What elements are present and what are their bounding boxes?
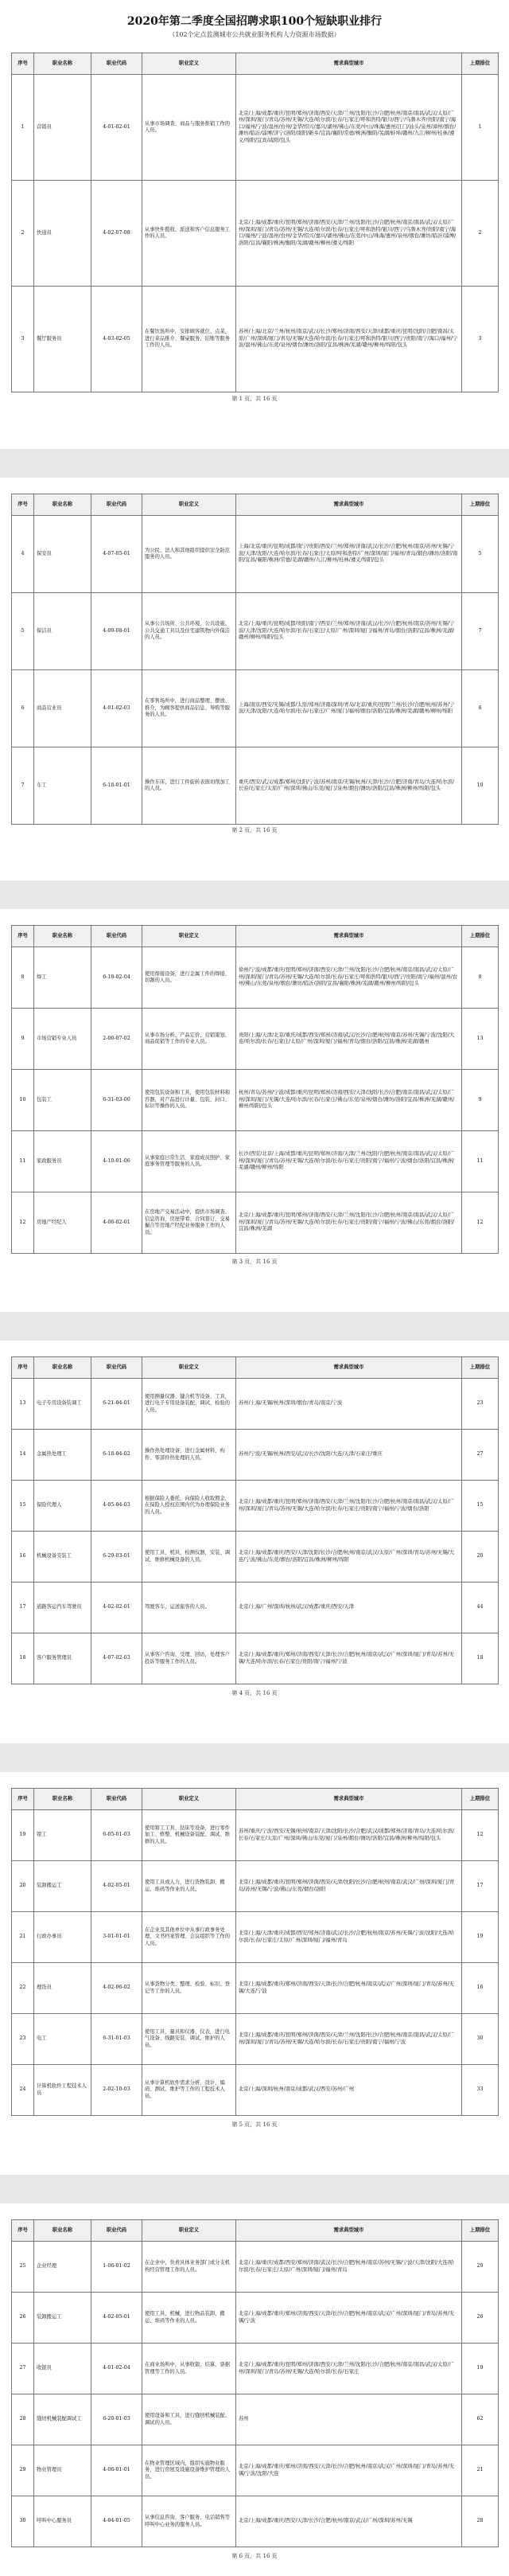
- cell-no: 7: [12, 747, 34, 825]
- column-header: 上期排位: [462, 494, 499, 516]
- column-header: 上期排位: [462, 53, 499, 75]
- table-row: [12, 593, 499, 670]
- table-row: [12, 2242, 499, 2293]
- cell-prev: 62: [462, 2395, 499, 2445]
- page-separator: [0, 1312, 509, 1341]
- column-header: 职业定义: [142, 1357, 236, 1379]
- cell-no: 24: [12, 2065, 34, 2116]
- cell-name: 焊工: [34, 947, 91, 1009]
- column-header: 需求典型城市: [236, 53, 462, 75]
- cell-name: 保安员: [34, 516, 91, 593]
- cell-def: 为公民、法人和其他组织提供安全防范服务的人员。: [142, 516, 236, 593]
- cell-name: 机械设备安装工: [34, 1532, 91, 1583]
- cell-cities: 北京/上海/天津/重庆/成都/西安/郑州/济南/武汉/长沙/合肥/杭州/南京/苏州/无锡/宁波/沈阳/大连/哈尔滨/长春/石家庄/太原/广州/深圳/厦门/福州/青岛: [236, 1912, 462, 1963]
- cell-code: 6-31-01-03: [91, 2014, 142, 2065]
- cell-cities: 北京/上海/成都/重庆/昆明/郑州/济南/西安/天津/沈阳/长沙/合肥/杭州/南京/武汉/广州/深圳/厦门/青岛/苏州/无锡/宁波/佛山/东莞/烟台/洛阳: [236, 1861, 462, 1912]
- table-header-row: [12, 494, 499, 516]
- table-row: [12, 670, 499, 747]
- cell-no: 28: [12, 2395, 34, 2445]
- cell-def: 驾驶客车，运送旅客的人员。: [142, 1583, 236, 1633]
- table-row: [12, 2445, 499, 2496]
- table-row: [12, 516, 499, 593]
- cell-prev: 28: [462, 2496, 499, 2547]
- cell-code: 4-07-05-01: [91, 516, 142, 593]
- cell-code: 6-18-01-01: [91, 747, 142, 825]
- cell-cities: 苏州/上海/北京/兰州/杭州/南京/武汉/长沙/郑州/济南/西安/天津/成都/重庆/昆明/沈阳/合肥/南昌/太原/广州/深圳/厦门/青岛/无锡/大连/哈尔滨/长春/石家庄/呼和浩特/银川/西宁/贵阳/南宁/海口/福州/宁波/温州/佛山/东莞/泉州/烟台/潍坊/洛阳/宜昌/株洲/芜湖/赣州/柳州/绵阳/包头: [236, 287, 462, 392]
- table-header-row: [12, 53, 499, 75]
- page-footer: 第 5 页，共 16 页: [231, 2121, 278, 2128]
- cell-cities: 北京/上海/成都/重庆/昆明/郑州/济南/西安/天津/兰州/沈阳/长沙/合肥/杭州/南京/南昌/武汉/太原/广州/深圳/厦门/青岛/苏州/无锡/大连/哈尔滨/长春/石家庄: [236, 2344, 462, 2395]
- column-header: 上期排位: [462, 2220, 499, 2242]
- cell-cities: 长沙/西安/北京/上海/成都/重庆/昆明/郑州/济南/天津/兰州/沈阳/合肥/杭州/南京/南昌/武汉/太原/广州/深圳/厦门/青岛/苏州/无锡/大连/哈尔滨/长春/石家庄/贵阳/南宁/福州/宁波/烟台/洛阳/宜昌/株洲/芜湖/赣州/柳州/绵阳: [236, 1131, 462, 1192]
- table-row: [12, 2395, 499, 2445]
- cell-code: 4-02-07-08: [91, 181, 142, 287]
- page-separator: [0, 1743, 509, 1772]
- cell-cities: 北京/上海/成都/重庆/郑州/济南/西安/天津/长沙/合肥/杭州/南京/武汉/广州/深圳/厦门/青岛/苏州/无锡/宁波/沈阳/大连: [236, 2445, 462, 2496]
- cell-name: 保洁员: [34, 593, 91, 670]
- cell-code: 4-02-02-01: [91, 1583, 142, 1633]
- document-page: [0, 911, 509, 1282]
- cell-code: 6-31-03-00: [91, 1070, 142, 1131]
- table-row: [12, 2496, 499, 2547]
- column-header: 职业代码: [91, 926, 142, 947]
- page-separator: [0, 880, 509, 909]
- cell-no: 26: [12, 2293, 34, 2344]
- cell-no: 30: [12, 2496, 34, 2547]
- cell-prev: 19: [462, 1912, 499, 1963]
- cell-code: 4-01-02-01: [91, 75, 142, 181]
- cell-name: 市场营销专业人员: [34, 1009, 91, 1070]
- table-row: [12, 1633, 499, 1684]
- cell-prev: 19: [462, 2344, 499, 2395]
- cell-def: 从事公共场所、公共环境、公共设施、公共交通工具以及住宅建筑物内外保洁的人员。: [142, 593, 236, 670]
- column-header: 职业代码: [91, 494, 142, 516]
- table-header-row: [12, 1357, 499, 1379]
- cell-prev: 9: [462, 1070, 499, 1131]
- cell-prev: 21: [462, 2445, 499, 2496]
- cell-prev: 23: [462, 1379, 499, 1430]
- page-footer: 第 1 页，共 16 页: [231, 396, 278, 402]
- cell-cities: 上海/北京/重庆/昆明/成都/南宁/贵阳/西安/兰州/郑州/济南/武汉/长沙/合肥/杭州/南京/苏州/无锡/宁波/天津/沈阳/大连/哈尔滨/长春/石家庄/太原/呼和浩特/广州/深圳/厦门/福州/青岛/烟台/潍坊/洛阳/南阳/宜昌/襄阳/株洲/常德/芜湖/赣州/九江/柳州/桂林/遵义/绵阳/包头: [236, 516, 462, 593]
- cell-code: 6-20-01-03: [91, 2395, 142, 2445]
- cell-cities: 北京/上海/广州/深圳/杭州/武汉/成都/重庆/西安/天津: [236, 1583, 462, 1633]
- column-header: 上期排位: [462, 1789, 499, 1810]
- column-header: 职业名称: [34, 1357, 91, 1379]
- document-page: [0, 2205, 509, 2576]
- cell-prev: 2: [462, 181, 499, 287]
- cell-cities: 苏州/宁波/无锡/杭州/西安/武汉/长沙/沈阳/大连/天津/石家庄/重庆: [236, 1430, 462, 1481]
- cell-cities: 北京/上海/成都/重庆/昆明/郑州/济南/西安/天津/兰州/沈阳/长沙/合肥/杭州/南京/南昌/武汉/太原/广州/深圳/厦门/青岛/苏州/无锡/大连/哈尔滨/长春/石家庄/贵阳/南宁/福州/宁波/烟台/洛阳: [236, 1481, 462, 1532]
- cell-no: 2: [12, 181, 34, 287]
- cell-no: 9: [12, 1009, 34, 1070]
- cell-cities: 北京/上海/重庆/昆明/成都/贵阳/南宁/西安/兰州/郑州/济南/武汉/长沙/合肥/杭州/南京/苏州/无锡/宁波/天津/沈阳/大连/哈尔滨/长春/石家庄/太原/广州/深圳/厦门/福州/青岛/烟台/洛阳/宜昌/株洲/芜湖/赣州/柳州/绵阳/包头: [236, 593, 462, 670]
- table-header-row: [12, 1789, 499, 1810]
- cell-code: 4-06-01-01: [91, 2445, 142, 2496]
- cell-name: 装卸搬运工: [34, 2293, 91, 2344]
- column-header: 上期排位: [462, 1357, 499, 1379]
- cell-name: 行政办事员: [34, 1912, 91, 1963]
- table-header-row: [12, 2220, 499, 2242]
- cell-name: 商品营业员: [34, 670, 91, 747]
- page-footer: 第 3 页，共 16 页: [231, 1259, 278, 1265]
- cell-cities: 北京/上海/成都/重庆/昆明/郑州/济南/西安/天津/兰州/沈阳/长沙/合肥/杭州/南京/南昌/武汉/太原/广州/深圳/厦门/青岛/苏州/无锡/大连/哈尔滨/长春/石家庄/贵阳/南宁/福州/宁波: [236, 2014, 462, 2065]
- cell-no: 8: [12, 947, 34, 1009]
- cell-no: 27: [12, 2344, 34, 2395]
- cell-prev: 16: [462, 1963, 499, 2014]
- cell-code: 4-06-02-01: [91, 1192, 142, 1254]
- table-row: [12, 1379, 499, 1430]
- cell-prev: 6: [462, 670, 499, 747]
- cell-no: 11: [12, 1131, 34, 1192]
- column-header: 职业名称: [34, 494, 91, 516]
- table-row: [12, 1192, 499, 1254]
- cell-def: 使用设备和工具，进行缝纫机械装配、调试的人员。: [142, 2395, 236, 2445]
- cell-name: 钳工: [34, 1810, 91, 1861]
- cell-no: 6: [12, 670, 34, 747]
- cell-code: 2-02-10-03: [91, 2065, 142, 2116]
- table-row: [12, 1963, 499, 2014]
- cell-cities: 徐州/宁波/成都/重庆/昆明/郑州/济南/西安/天津/兰州/沈阳/长沙/合肥/杭州/南京/南昌/武汉/太原/广州/深圳/厦门/青岛/苏州/无锡/大连/哈尔滨/长春/石家庄/呼和浩特/银川/西宁/贵阳/南宁/福州/温州/台州/佛山/东莞/泉州/烟台/潍坊/临沂/洛阳/宜昌/襄阳/株洲/芜湖/赣州/柳州/绵阳/包头: [236, 947, 462, 1009]
- shortage-table: [11, 2219, 499, 2547]
- document-page: [0, 48, 509, 419]
- cell-prev: 13: [462, 1009, 499, 1070]
- cell-cities: 北京/上海/深圳/杭州/南京/成都/武汉/西安/苏州/广州: [236, 2065, 462, 2116]
- cell-code: 6-29-03-01: [91, 1532, 142, 1583]
- table-row: [12, 1430, 499, 1481]
- column-header: 需求典型城市: [236, 2220, 462, 2242]
- cell-code: 6-21-04-01: [91, 1379, 142, 1430]
- column-header: 职业定义: [142, 494, 236, 516]
- cell-def: 操作车床，进行工件旋转表面切削加工的人员。: [142, 747, 236, 825]
- page-footer: 第 2 页，共 16 页: [231, 827, 278, 833]
- page-separator: [0, 2175, 509, 2203]
- column-header: 需求典型城市: [236, 1357, 462, 1379]
- cell-no: 21: [12, 1912, 34, 1963]
- cell-def: 在房地产交易活动中，提供市场调查、信息咨询、房屋带看、合同签订、交易撮合等房地产经纪业务服务工作的人员。: [142, 1192, 236, 1254]
- cell-prev: 12: [462, 1192, 499, 1254]
- cell-code: 4-07-02-03: [91, 1633, 142, 1684]
- column-header: 职业定义: [142, 53, 236, 75]
- table-header-row: [12, 926, 499, 947]
- table-row: [12, 1009, 499, 1070]
- column-header: 上期排位: [462, 926, 499, 947]
- cell-prev: 44: [462, 1583, 499, 1633]
- cell-cities: 北京/上海/成都/重庆/郑州/济南/西安/天津/长沙/合肥/杭州/南京/武汉/广州/深圳/厦门/青岛/苏州/无锡/大连/宁波: [236, 1963, 462, 2014]
- cell-no: 1: [12, 75, 34, 181]
- cell-code: 4-01-02-03: [91, 670, 142, 747]
- cell-def: 在餐饮场所中，安排顾客就位、点菜，进行菜品推介、餐桌服务、结账等服务工作的人员。: [142, 287, 236, 392]
- cell-prev: 27: [462, 1430, 499, 1481]
- column-header: 职业名称: [34, 53, 91, 75]
- cell-name: 快递员: [34, 181, 91, 287]
- document-title: 2020年第二季度全国招聘求职100个短缺职业排行: [126, 15, 383, 28]
- document-page: [0, 479, 509, 850]
- table-row: [12, 747, 499, 825]
- cell-def: 使用包装设备和工具，使用包装材料和容器，对产品进行计量、包装、封口、标识等操作的人员。: [142, 1070, 236, 1131]
- shortage-table: [11, 494, 499, 825]
- cell-no: 29: [12, 2445, 34, 2496]
- cell-def: 在零售场所中，进行商品整理、摆放、推介，为顾客提供商品信息、导购等服务的人员。: [142, 670, 236, 747]
- cell-prev: 11: [462, 1131, 499, 1192]
- cell-cities: 北京/上海/成都/重庆/西安/天津/沈阳/长沙/合肥/杭州/南京/武汉/太原/广州/深圳/青岛/苏州/无锡/大连/宁波/佛山/东莞/烟台/洛阳/宜昌/株洲/柳州/绵阳: [236, 1532, 462, 1583]
- cell-def: 使用工具或人力，进行货物装卸、搬运、堆码等作业的人员。: [142, 1861, 236, 1912]
- cell-def: 使用焊接设备，进行金属工件的焊接、切割的人员。: [142, 947, 236, 1009]
- cell-def: 在商业场所中，从事收银、结算、票据管理等工作的人员。: [142, 2344, 236, 2395]
- cell-prev: 1: [462, 75, 499, 181]
- column-header: 职业名称: [34, 926, 91, 947]
- column-header: 序号: [12, 53, 34, 75]
- document-page: [0, 1774, 509, 2145]
- cell-no: 13: [12, 1379, 34, 1430]
- column-header: 序号: [12, 1789, 34, 1810]
- cell-def: 从事市场调查、商品与服务推销工作的人员。: [142, 75, 236, 181]
- cell-code: 4-01-02-04: [91, 2344, 142, 2395]
- document-page: [0, 1342, 509, 1713]
- column-header: 职业名称: [34, 1789, 91, 1810]
- cell-def: 从事计算机软件需求分析、设计、编码、测试、维护等工作的工程技术人员。: [142, 2065, 236, 2116]
- cell-code: 6-18-02-04: [91, 947, 142, 1009]
- table-row: [12, 287, 499, 392]
- cell-no: 17: [12, 1583, 34, 1633]
- column-header: 需求典型城市: [236, 1789, 462, 1810]
- column-header: 职业代码: [91, 1357, 142, 1379]
- shortage-table: [11, 1356, 499, 1684]
- column-header: 序号: [12, 926, 34, 947]
- table-row: [12, 1583, 499, 1633]
- table-row: [12, 1481, 499, 1532]
- cell-prev: 20: [462, 1532, 499, 1583]
- cell-code: 4-02-05-01: [91, 1861, 142, 1912]
- cell-code: 4-09-08-01: [91, 593, 142, 670]
- table-row: [12, 2344, 499, 2395]
- cell-no: 10: [12, 1070, 34, 1131]
- cell-cities: 北京/上海/成都/重庆/郑州/济南/西安/天津/长沙/合肥/杭州/南京/武汉/广州/深圳/厦门/青岛/苏州/无锡/大连/哈尔滨/长春/石家庄/贵阳/南宁/福州/宁波: [236, 1633, 462, 1684]
- cell-def: 在企业及其他单位中从事行政事务处理、文书档案管理、会议组织等工作的人员。: [142, 1912, 236, 1963]
- column-header: 职业代码: [91, 1789, 142, 1810]
- cell-name: 房地产经纪人: [34, 1192, 91, 1254]
- column-header: 序号: [12, 494, 34, 516]
- column-header: 职业定义: [142, 1789, 236, 1810]
- table-row: [12, 2065, 499, 2116]
- cell-no: 20: [12, 1861, 34, 1912]
- cell-name: 道路客运汽车驾驶员: [34, 1583, 91, 1633]
- cell-def: 使用工具、机具、检测仪器，安装、调试、维修机械设备的人员。: [142, 1532, 236, 1583]
- table-row: [12, 1912, 499, 1963]
- cell-no: 23: [12, 2014, 34, 2065]
- cell-def: 从事市场分析、产品定价、营销策划、商品促销等工作的专业人员。: [142, 1009, 236, 1070]
- cell-no: 3: [12, 287, 34, 392]
- cell-def: 从事货物分类、整理、检验、标识、登记等工作的人员。: [142, 1963, 236, 2014]
- cell-name: 家政服务员: [34, 1131, 91, 1192]
- column-header: 职业定义: [142, 926, 236, 947]
- table-row: [12, 181, 499, 287]
- cell-code: 3-01-01-01: [91, 1912, 142, 1963]
- cell-no: 15: [12, 1481, 34, 1532]
- cell-def: 使用钳工工具、钻床等设备，进行零件加工、修整、机械设备装配、调试、维修的人员。: [142, 1810, 236, 1861]
- cell-no: 12: [12, 1192, 34, 1254]
- cell-code: 4-02-05-01: [91, 2293, 142, 2344]
- cell-name: 车工: [34, 747, 91, 825]
- cell-name: 呼叫中心服务员: [34, 2496, 91, 2547]
- cell-prev: 10: [462, 747, 499, 825]
- cell-prev: 15: [462, 1481, 499, 1532]
- cell-no: 16: [12, 1532, 34, 1583]
- cell-prev: 5: [462, 516, 499, 593]
- column-header: 职业代码: [91, 2220, 142, 2242]
- document-header: [0, 0, 509, 48]
- cell-no: 14: [12, 1430, 34, 1481]
- cell-name: 金属热处理工: [34, 1430, 91, 1481]
- page-separator: [0, 449, 509, 478]
- cell-code: 4-04-01-05: [91, 2496, 142, 2547]
- cell-name: 企业经理: [34, 2242, 91, 2293]
- cell-code: 6-05-01-03: [91, 1810, 142, 1861]
- cell-cities: 苏州/上海/无锡/杭州/深圳/烟台/青岛/南京/宁波: [236, 1379, 462, 1430]
- shortage-table: [11, 1788, 499, 2116]
- column-header: 序号: [12, 1357, 34, 1379]
- document-subtitle: （102个定点监测城市公共就业服务机构人力资源市场数据）: [169, 31, 340, 38]
- cell-prev: 18: [462, 1633, 499, 1684]
- cell-prev: 12: [462, 1810, 499, 1861]
- cell-def: 使用工具、机械，进行物品装卸、搬运、堆码等作业的人员。: [142, 2293, 236, 2344]
- cell-name: 电工: [34, 2014, 91, 2065]
- cell-cities: 杭州/青岛/苏州/宁波/成都/重庆/昆明/郑州/济南/西安/天津/沈阳/长沙/合肥/南京/南昌/武汉/太原/广州/深圳/厦门/无锡/大连/哈尔滨/长春/石家庄/佛山/东莞/泉州/烟台/潍坊/洛阳/宜昌/株洲/芜湖/赣州/柳州/绵阳/包头: [236, 1070, 462, 1131]
- cell-name: 收银员: [34, 2344, 91, 2395]
- cell-def: 使用测量仪器、键合机等设备、工具，进行电子专用设备装配、调试、检验的人员。: [142, 1379, 236, 1430]
- column-header: 需求典型城市: [236, 494, 462, 516]
- table-row: [12, 2293, 499, 2344]
- cell-name: 客户服务管理员: [34, 1633, 91, 1684]
- cell-name: 电子专用设备装调工: [34, 1379, 91, 1430]
- cell-cities: 苏州/重庆/宁波/西安/无锡/杭州/南京/天津/沈阳/长沙/合肥/武汉/成都/郑州/济南/青岛/大连/哈尔滨/长春/石家庄/太原/广州/深圳/佛山/东莞/厦门/泉州/烟台/潍坊/洛阳/宜昌/株洲/柳州/绵阳/包头: [236, 1810, 462, 1861]
- cell-def: 操作热处理设备，进行金属材料、构件、零部件热处理的人员。: [142, 1430, 236, 1481]
- cell-cities: 上海/南京/西安/无锡/成都/太原/郑州/济南/深圳/青岛/北京/重庆/昆明/兰州/长沙/合肥/杭州/苏州/宁波/天津/沈阳/大连/哈尔滨/长春/石家庄/广州/厦门/福州/烟台/洛阳/宜昌/株洲/芜湖/赣州/柳州/绵阳: [236, 670, 462, 747]
- cell-code: 2-06-07-02: [91, 1009, 142, 1070]
- cell-def: 从事家庭日常生活、家庭成员照护、家庭事务管理等服务的人员。: [142, 1131, 236, 1192]
- cell-def: 使用工具、量具和仪器、仪表，进行电气设备、线路安装、调试、维护的人员。: [142, 2014, 236, 2065]
- cell-code: 6-18-04-02: [91, 1430, 142, 1481]
- column-header: 职业代码: [91, 53, 142, 75]
- cell-cities: 北京/上海/成都/重庆/郑州/济南/西安/天津/长沙/合肥/杭州/南京/武汉/广州/深圳/厦门/青岛/苏州/无锡/宁波: [236, 2293, 462, 2344]
- table-row: [12, 75, 499, 181]
- cell-code: 4-03-02-05: [91, 287, 142, 392]
- cell-def: 从事快件揽收、派送和客户信息服务工作的人员。: [142, 181, 236, 287]
- column-header: 序号: [12, 2220, 34, 2242]
- cell-name: 计算机软件工程技术人员: [34, 2065, 91, 2116]
- cell-code: 4-05-04-03: [91, 1481, 142, 1532]
- cell-name: 缝纫机械装配调试工: [34, 2395, 91, 2445]
- cell-name: 营销员: [34, 75, 91, 181]
- column-header: 职业名称: [34, 2220, 91, 2242]
- cell-name: 包装工: [34, 1070, 91, 1131]
- cell-def: 从事信息咨询、客户服务、电话销售等呼叫中心业务的服务人员。: [142, 2496, 236, 2547]
- cell-def: 根据保险人委托，向保险人收取佣金，在保险人授权范围内代为办理保险业务的人员。: [142, 1481, 236, 1532]
- cell-code: 1-06-01-02: [91, 2242, 142, 2293]
- cell-prev: 8: [462, 947, 499, 1009]
- cell-name: 理货员: [34, 1963, 91, 2014]
- cell-code: 4-02-06-02: [91, 1963, 142, 2014]
- cell-name: 装卸搬运工: [34, 1861, 91, 1912]
- cell-cities: 重庆/西安/武汉/成都/郑州/沈阳/宁波/苏州/南京/无锡/杭州/天津/长沙/合肥/济南/青岛/大连/哈尔滨/长春/石家庄/太原/广州/深圳/佛山/东莞/厦门/泉州/烟台/潍坊/洛阳/宜昌/株洲/柳州/绵阳/包头: [236, 747, 462, 825]
- cell-prev: 17: [462, 1861, 499, 1912]
- cell-no: 22: [12, 1963, 34, 2014]
- cell-def: 在物业管理区域内，组织实施物业服务，进行房屋及设施设备维护管理的人员。: [142, 2445, 236, 2496]
- table-row: [12, 1810, 499, 1861]
- cell-no: 19: [12, 1810, 34, 1861]
- shortage-table: [11, 925, 499, 1254]
- cell-prev: 3: [462, 287, 499, 392]
- table-row: [12, 1070, 499, 1131]
- cell-cities: 北京/上海/成都/重庆/西安/天津/长沙/合肥/杭州/南京/武汉/广州/深圳/苏州/无锡: [236, 2496, 462, 2547]
- cell-prev: 29: [462, 2242, 499, 2293]
- cell-cities: 北京/上海/成都/重庆/昆明/郑州/济南/西安/天津/兰州/沈阳/长沙/合肥/杭州/南京/南昌/武汉/太原/广州/深圳/厦门/青岛/苏州/无锡/大连/哈尔滨/长春/石家庄/贵阳/南宁/福州/宁波/佛山/东莞/烟台/洛阳/宜昌/株洲/芜湖: [236, 1192, 462, 1254]
- cell-no: 5: [12, 593, 34, 670]
- cell-name: 物业管理员: [34, 2445, 91, 2496]
- cell-no: 25: [12, 2242, 34, 2293]
- page-footer: 第 4 页，共 16 页: [231, 1690, 278, 1696]
- cell-name: 餐厅服务员: [34, 287, 91, 392]
- column-header: 职业定义: [142, 2220, 236, 2242]
- cell-cities: 贵阳/上海/天津/北京/重庆/成都/西安/郑州/济南/武汉/长沙/合肥/杭州/南京/苏州/无锡/宁波/沈阳/大连/哈尔滨/长春/石家庄/太原/广州/深圳/厦门/福州/青岛/烟台/洛阳/宜昌/株洲/芜湖/赣州: [236, 1009, 462, 1070]
- cell-cities: 苏州: [236, 2395, 462, 2445]
- cell-name: 保险代理人: [34, 1481, 91, 1532]
- cell-cities: 北京/上海/成都/重庆/昆明/郑州/济南/西安/天津/兰州/沈阳/长沙/合肥/杭州/南京/南昌/武汉/太原/广州/深圳/厦门/青岛/苏州/无锡/大连/哈尔滨/长春/石家庄/呼和浩特/银川/西宁/乌鲁木齐/贵阳/南宁/海口/福州/宁波/温州/台州/金华/绍兴/嘉兴/湖州/佛山/东莞/中山/珠海/惠州/泉州/烟台/潍坊/临沂/淄博/洛阳/宜昌/襄阳/株洲/衡阳/芜湖/赣州/柳州/遵义/绵阳: [236, 181, 462, 287]
- cell-no: 4: [12, 516, 34, 593]
- cell-def: 从事客户咨询、受理、回访，处理客户投诉等服务工作的人员。: [142, 1633, 236, 1684]
- cell-code: 4-10-01-06: [91, 1131, 142, 1192]
- cell-prev: 7: [462, 593, 499, 670]
- table-row: [12, 2014, 499, 2065]
- shortage-table: [11, 53, 499, 392]
- page-footer: 第 6 页，共 16 页: [231, 2553, 278, 2559]
- table-row: [12, 1532, 499, 1583]
- cell-no: 18: [12, 1633, 34, 1684]
- cell-cities: 北京/上海/重庆/成都/西安/郑州/济南/武汉/长沙/合肥/杭州/南京/苏州/无锡/宁波/天津/沈阳/大连/哈尔滨/长春/石家庄/太原/广州/深圳/厦门/福州/青岛: [236, 2242, 462, 2293]
- table-row: [12, 1131, 499, 1192]
- table-row: [12, 1861, 499, 1912]
- column-header: 需求典型城市: [236, 926, 462, 947]
- cell-cities: 北京/上海/成都/重庆/昆明/郑州/济南/西安/天津/兰州/沈阳/长沙/合肥/杭州/南京/南昌/武汉/太原/广州/深圳/厦门/青岛/苏州/无锡/大连/哈尔滨/长春/石家庄/呼和浩特/银川/西宁/乌鲁木齐/贵阳/南宁/海口/福州/宁波/温州/台州/金华/绍兴/嘉兴/湖州/佛山/东莞/中山/珠海/惠州/江门/汕头/泉州/漳州/烟台/潍坊/临沂/淄博/济宁/洛阳/南阳/新乡/宜昌/襄阳/常德/株洲/衡阳/芜湖/蚌埠/赣州/九江/柳州/桂林/遵义/绵阳/宜宾/咸阳/包头: [236, 75, 462, 181]
- cell-prev: 26: [462, 2293, 499, 2344]
- cell-prev: 33: [462, 2065, 499, 2116]
- table-row: [12, 947, 499, 1009]
- cell-def: 在企业中，负责具体业务部门或分支机构经营管理工作的人员。: [142, 2242, 236, 2293]
- cell-prev: 30: [462, 2014, 499, 2065]
